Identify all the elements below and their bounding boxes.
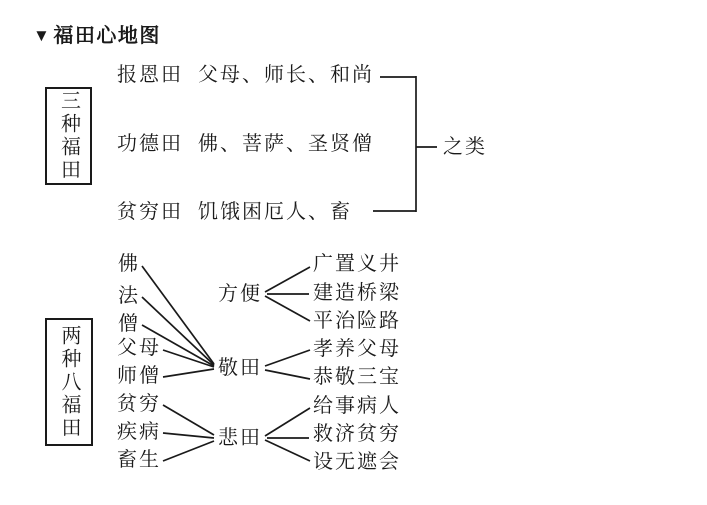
source-label-jibing: 疾病	[117, 421, 161, 443]
child-label: 平治险路	[313, 310, 401, 332]
field-label: 功德田	[117, 133, 183, 155]
child-label: 恭敬三宝	[313, 366, 401, 388]
field-row-baoen	[117, 62, 374, 88]
field-items: 饥饿困厄人、畜	[198, 201, 352, 223]
source-label-chusheng: 畜生	[117, 449, 161, 471]
field-label: 报恩田	[117, 64, 183, 86]
source-label-fumu: 父母	[117, 337, 161, 359]
category-box-three-fields	[45, 87, 92, 185]
node-label-jingtian: 敬田	[218, 357, 262, 379]
source-label-fo: 佛	[118, 253, 140, 275]
page-title	[33, 24, 161, 48]
child-label: 广置义井	[313, 253, 401, 275]
category-box-three-fields-label: 三种福田	[57, 90, 80, 182]
category-box-eight-fields-label: 两种八福田	[58, 324, 80, 440]
child-label: 给事病人	[313, 395, 401, 417]
converge-lines-beitian	[163, 405, 214, 461]
triangle-marker-icon: ▼	[33, 26, 52, 45]
field-label: 贫穷田	[117, 201, 183, 223]
bracket-lines	[373, 76, 437, 212]
source-label-pinqiong: 贫穷	[117, 393, 161, 415]
field-items: 佛、菩萨、圣贤僧	[198, 133, 374, 155]
fan-lines-fangbian	[265, 267, 310, 321]
fan-lines-beitian	[265, 408, 310, 461]
source-label-seng: 僧	[118, 313, 140, 335]
category-box-eight-fields	[45, 318, 93, 446]
field-row-gongde	[117, 131, 374, 157]
node-label-beitian: 悲田	[218, 427, 262, 449]
child-label: 建造桥梁	[313, 282, 401, 304]
source-label-shiseng: 师僧	[117, 365, 161, 387]
field-row-pinqiong	[117, 199, 352, 225]
field-items: 父母、师长、和尚	[198, 64, 374, 86]
node-label-fangbian: 方便	[218, 283, 262, 305]
child-label: 设无遮会	[313, 451, 401, 473]
source-label-fa: 法	[118, 285, 140, 307]
child-label: 救济贫穷	[313, 423, 401, 445]
bracket-label: 之类	[443, 136, 487, 158]
child-label: 孝养父母	[313, 338, 401, 360]
page-title-text: 福田心地图	[53, 25, 161, 47]
fan-lines-jingtian	[265, 350, 310, 379]
